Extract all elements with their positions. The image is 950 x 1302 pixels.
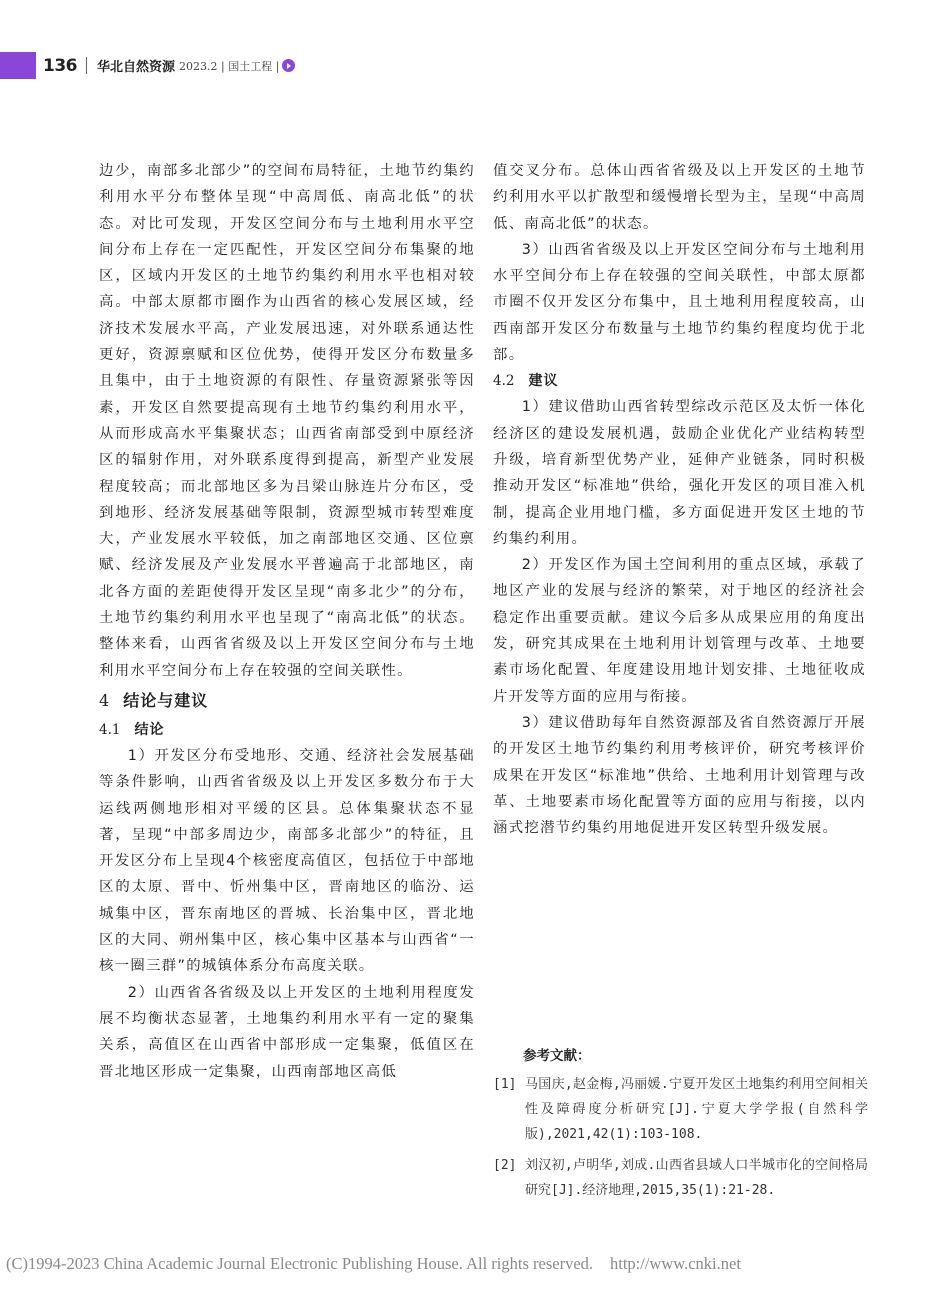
left-column [99,158,475,1085]
references-title: 参考文献： [523,1048,591,1064]
subsection-number: 4.1 [99,721,121,738]
reference-number: [2] [493,1158,517,1173]
intro-paragraph: 边少，南部多北部少”的空间布局特征，土地节约集约利用水平分布整体呈现“中高周低、南高北低”的状态。对比可发现，开发区空间分布与土地利用水平空间分布上存在一定匹配性，开发区空间分布集聚的地区，区域内开发区的土地节约集约利用水平也相对较高。中部太原都市圈作为山西省的核心发展区域，经济技术发展水平高，产业发展迅速，对外联系通达性更好，资源禀赋和区位优势，使得开发区分布数量多且集中，由于土地资源的有限性、存量资源紧张等因素，开发区自然要提高现有土地节约集约利用水平，从而形成高水平集聚状态；山西省南部受到中原经济区的辐射作用，对外联系度得到提高，新型产业发展程度较高；而北部地区多为吕梁山脉连片分布区，受到地形、经济发展基础等限制，资源型城市转型难度大，产业发展水平较低，加之南部地区交通、区位禀赋、经济发展及产业发展水平普遍高于北部地区，南北各方面的差距使得开发区呈现“南多北少”的分布，土地节约集约利用水平也呈现了“南高北低”的状态。整体来看，山西省省级及以上开发区空间分布与土地利用水平空间分布上存在较强的空间关联性。 [99,163,475,679]
page-header [43,52,295,79]
issue-meta: 2023.2 | 国土工程 | [179,59,280,73]
suggestion-1-paragraph: 1）建议借助山西省转型综改示范区及太忻一体化经济区的建设发展机遇，鼓励企业优化产业结构转型升级，培育新型优势产业，延伸产业链条，同时积极推动开发区“标准地”供给，强化开发区的项目准入机制，提高企业用地门槛，多方面促进开发区土地的节约集约利用。 [493,399,866,547]
conclusion-3-paragraph: 3）山西省省级及以上开发区空间分布与土地利用水平空间分布上存在较强的空间关联性，中部太原都市圈不仅开发区分布集中，且土地利用程度较高，山西南部开发区分布数量与土地节约集约程度均优于北部。 [493,241,866,364]
section-4-2-heading [493,368,866,394]
subsection-title: 结论 [134,721,165,738]
header-accent-bar [0,52,36,79]
reference-text: 马国庆,赵金梅,冯丽媛.宁夏开发区土地集约利用空间相关性及障碍度分析研究[J].宁夏大学学报(自然科学版),2021,42(1):103-108. [525,1077,868,1142]
conclusion-1-paragraph: 1）开发区分布受地形、交通、经济社会发展基础等条件影响，山西省省级及以上开发区多数分布于大运线两侧地形相对平缓的区县。总体集聚状态不显著，呈现“中部多周边少，南部多北部少”的特征，且开发区分布上呈现4个核密度高值区，包括位于中部地区的太原、晋中、忻州集中区，晋南地区的临汾、运城集中区，晋东南地区的晋城、长治集中区，晋北地区的大同、朔州集中区，核心集中区基本与山西省“一核一圈三群”的城镇体系分布高度关联。 [99,747,475,975]
reference-item [493,1153,868,1203]
suggestion-3-paragraph: 3）建议借助每年自然资源部及省自然资源厅开展的开发区土地节约集约利用考核评价，研究考核评价成果在开发区“标准地”供给、土地利用计划管理与改革、土地要素市场化配置等方面的应用与衔接，以内涵式挖潜节约集约用地促进开发区转型升级发展。 [493,714,866,837]
conclusion-2-paragraph: 2）山西省各省级及以上开发区的土地利用程度发展不均衡状态显著，土地集约利用水平有一定的聚集关系，高值区在山西省中部形成一定集聚，低值区在晋北地区形成一定集聚，山西南部地区高低 [99,984,475,1080]
play-arrow-icon [282,59,295,72]
header-divider [86,57,87,74]
reference-number: [1] [493,1077,517,1092]
conclusion-2-continued: 值交叉分布。总体山西省省级及以上开发区的土地节约利用水平以扩散型和缓慢增长型为主，呈现“中高周低、南高北低”的状态。 [493,163,866,232]
journal-name: 华北自然资源 [97,60,176,75]
subsection-number: 4.2 [493,373,515,390]
section-4-heading [99,684,475,717]
right-column [493,158,866,841]
page-number: 136 [43,55,77,76]
copyright-footer [6,1254,741,1274]
suggestion-2-paragraph: 2）开发区作为国土空间利用的重点区域，承载了地区产业的发展与经济的繁荣，对于地区的经济社会稳定作出重要贡献。建议今后多从成果应用的角度出发，研究其成果在土地利用计划管理与改革、土地要素市场化配置、年度建设用地计划安排、土地征收成片开发等方面的应用与衔接。 [493,557,866,705]
references-section [493,1046,868,1209]
reference-text: 刘汉初,卢明华,刘成.山西省县域人口半城市化的空间格局研究[J].经济地理,2015,35(1):21-28. [525,1158,868,1198]
cnki-url[interactable]: http://www.cnki.net [610,1254,741,1273]
subsection-title: 建议 [528,373,559,390]
copyright-text: (C)1994-2023 China Academic Journal Electronic Publishing House. All rights reserved. [6,1254,594,1273]
reference-item [493,1072,868,1147]
section-4-1-heading [99,717,475,743]
section-title: 结论与建议 [123,690,209,710]
section-number: 4 [99,690,110,710]
